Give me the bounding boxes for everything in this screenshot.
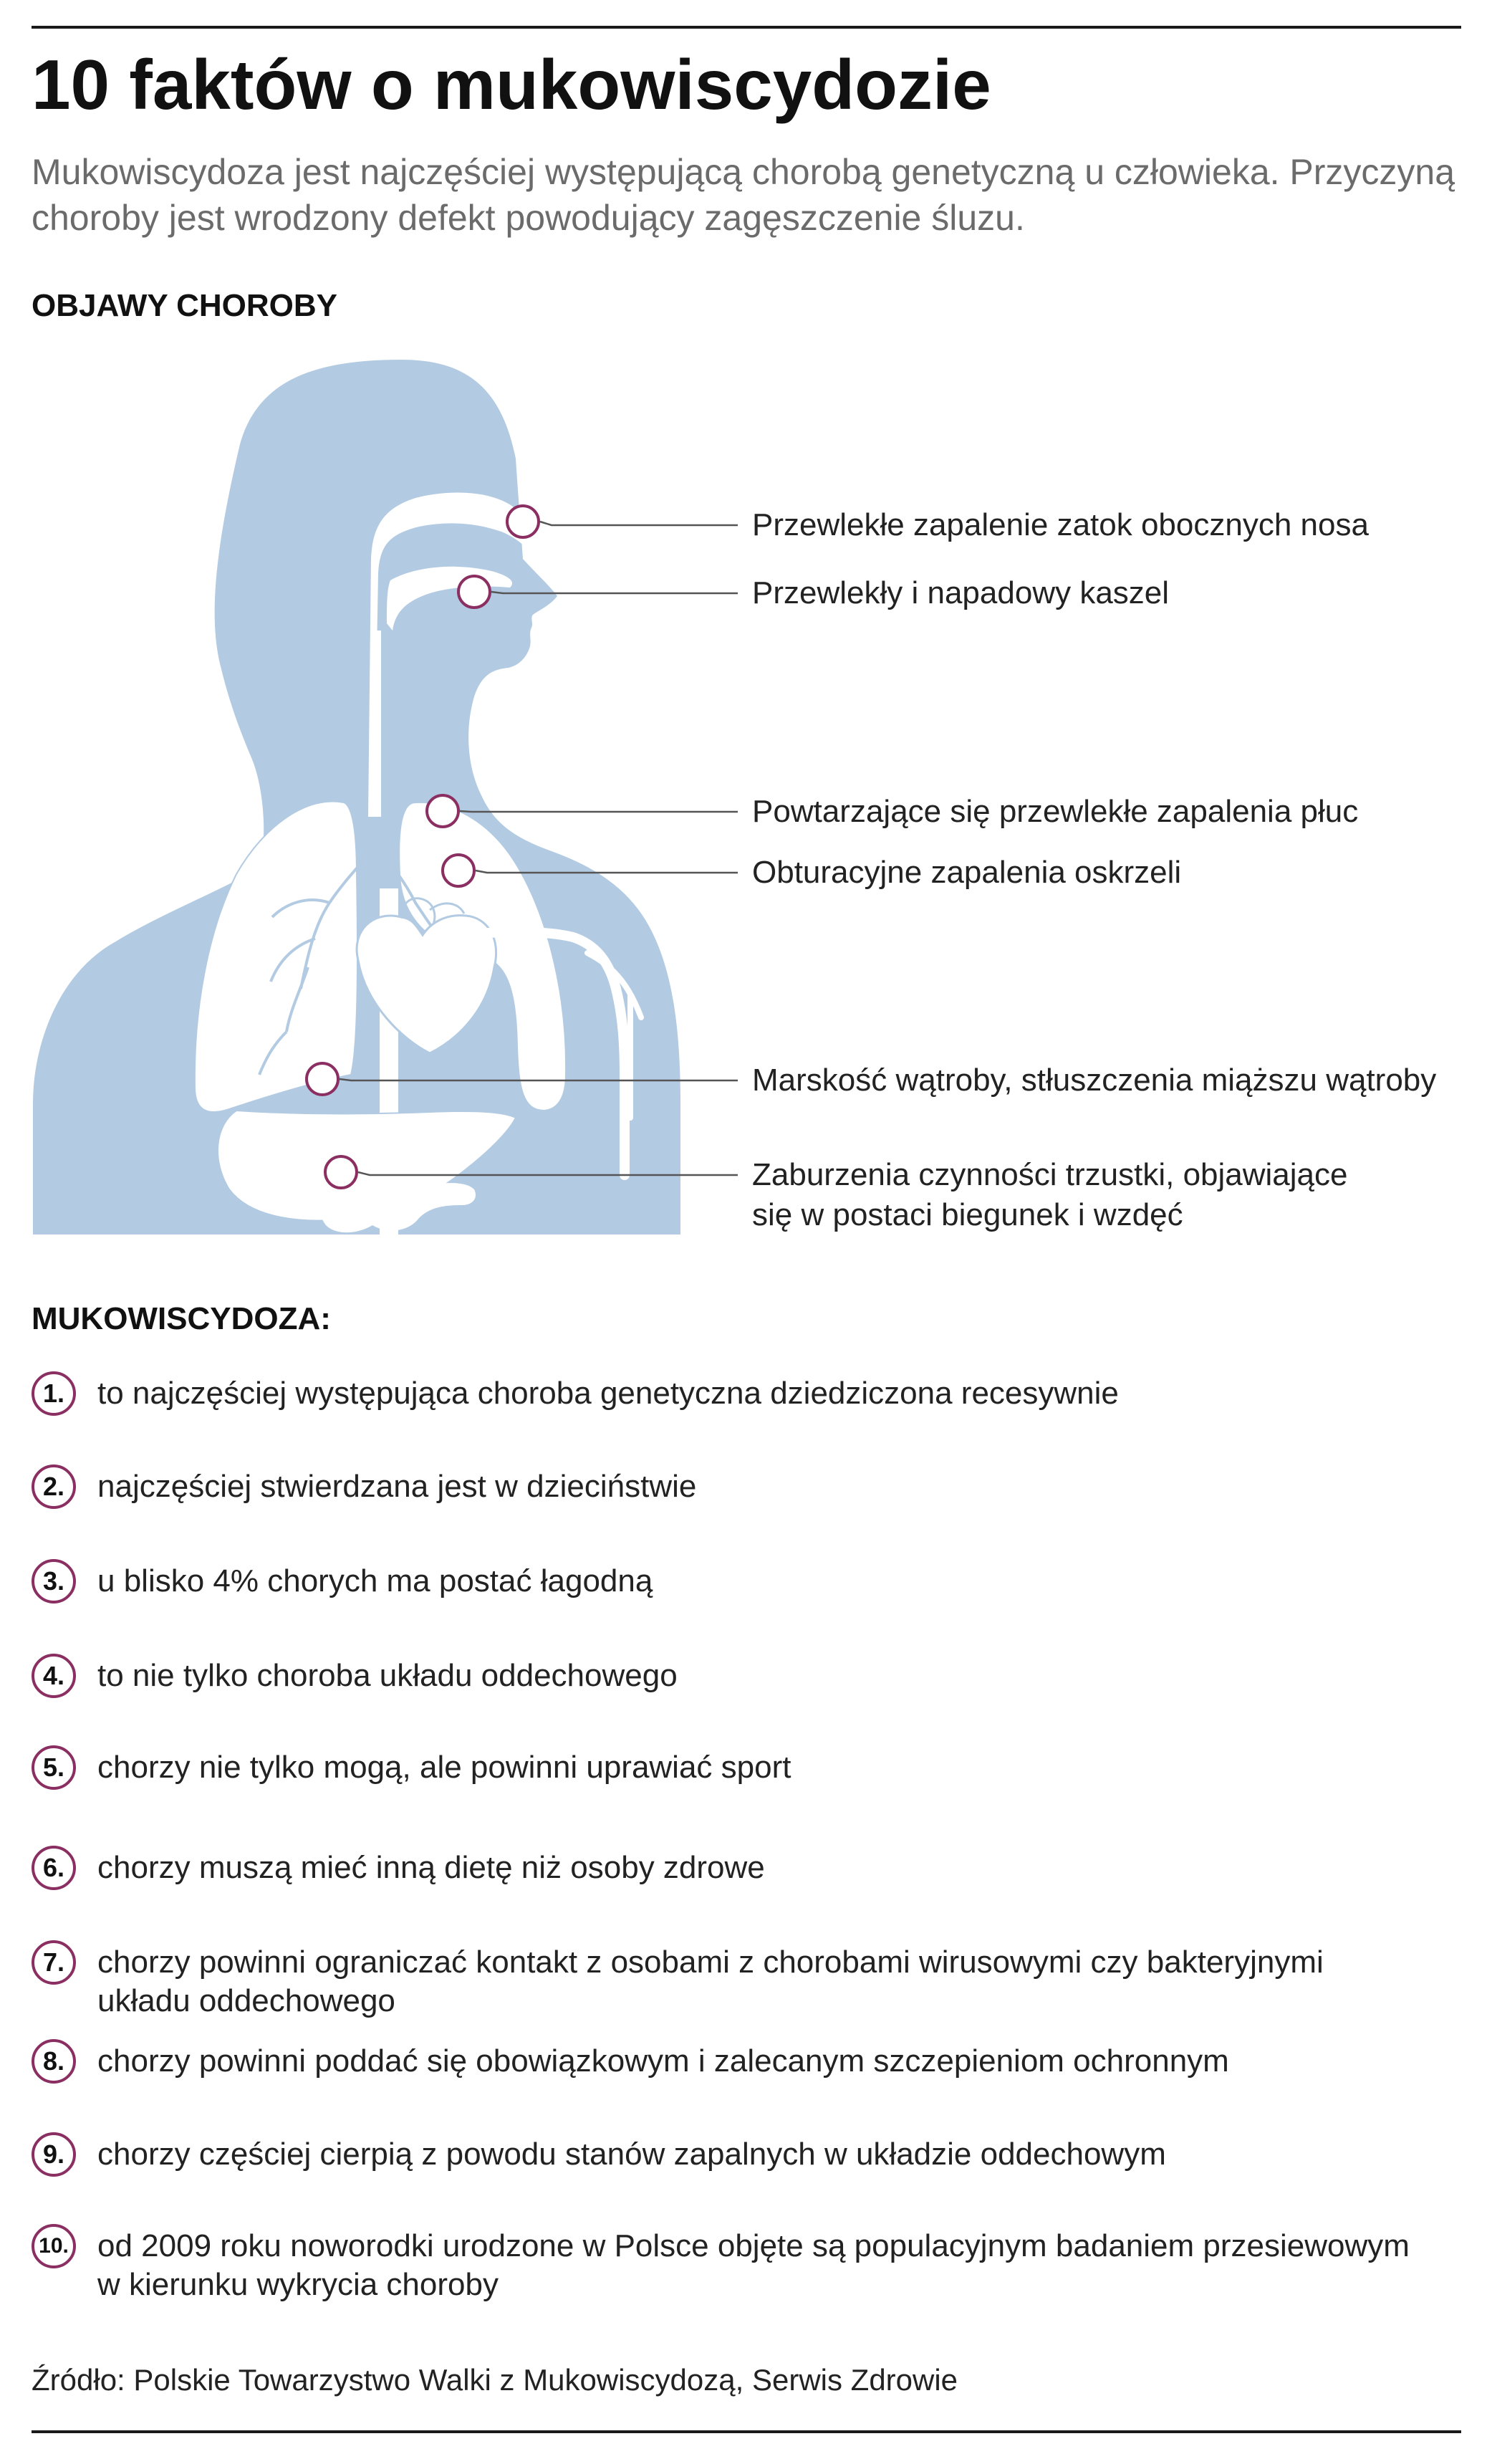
fact-number: 10. xyxy=(32,2224,76,2268)
fact-number: 1. xyxy=(32,1371,76,1416)
top-rule xyxy=(32,26,1461,29)
body-silhouette xyxy=(33,360,680,1235)
marker-pancreas xyxy=(325,1156,357,1188)
fact-text: chorzy powinni ograniczać kontakt z osobami z chorobami wirusowymi czy bakteryjnymi układu oddechowego xyxy=(97,1945,1324,2018)
fact-number: 2. xyxy=(32,1465,76,1509)
symptom-label-lungs: Powtarzające się przewlekłe zapalenia płuc xyxy=(752,794,1359,829)
symptom-label-liver: Marskość wątroby, stłuszczenia miąższu wątroby xyxy=(752,1063,1437,1098)
marker-lungs xyxy=(427,795,458,827)
fact-number: 6. xyxy=(32,1846,76,1890)
symptom-label-pancreas: Zaburzenia czynności trzustki, objawiające się w postaci biegunek i wzdęć xyxy=(752,1157,1348,1232)
fact-text: chorzy muszą mieć inną dietę niż osoby zdrowe xyxy=(97,1850,765,1885)
fact-text: to najczęściej występująca choroba genetyczna dziedziczona recesywnie xyxy=(97,1376,1119,1411)
symptoms-heading: OBJAWY CHOROBY xyxy=(32,288,338,323)
fact-number: 5. xyxy=(32,1745,76,1790)
fact-text: chorzy powinni poddać się obowiązkowym i zalecanym szczepieniom ochronnym xyxy=(97,2043,1229,2079)
fact-number: 8. xyxy=(32,2039,76,2084)
anatomy-diagram xyxy=(0,330,1492,1247)
trachea xyxy=(371,631,381,817)
symptom-label-throat: Przewlekły i napadowy kaszel xyxy=(752,575,1170,610)
source-note: Źródło: Polskie Towarzystwo Walki z Mukowiscydozą, Serwis Zdrowie xyxy=(32,2363,958,2397)
fact-number: 4. xyxy=(32,1654,76,1698)
marker-sinuses xyxy=(507,506,539,537)
fact-text: od 2009 roku noworodki urodzone w Polsce objęte są populacyjnym badaniem przesiewowym w kierunku wykrycia choroby xyxy=(97,2228,1410,2302)
marker-bronchi xyxy=(443,855,474,886)
fact-number: 3. xyxy=(32,1559,76,1603)
fact-number: 7. xyxy=(32,1940,76,1985)
left-lung xyxy=(195,801,357,1112)
fact-text: chorzy nie tylko mogą, ale powinni uprawiać sport xyxy=(97,1750,791,1785)
fact-number: 9. xyxy=(32,2132,76,2177)
leader-line-lungs xyxy=(460,811,738,812)
symptom-label-sinuses: Przewlekłe zapalenie zatok obocznych nosa xyxy=(752,507,1369,542)
fact-text: chorzy częściej cierpią z powodu stanów zapalnych w układzie oddechowym xyxy=(97,2137,1166,2172)
fact-text: u blisko 4% chorych ma postać łagodną xyxy=(97,1563,653,1598)
marker-throat xyxy=(458,576,490,608)
bottom-rule xyxy=(32,2430,1461,2433)
marker-liver xyxy=(307,1063,338,1095)
page-title: 10 faktów o mukowiscydozie xyxy=(32,45,991,124)
fact-text: najczęściej stwierdzana jest w dzieciństwie xyxy=(97,1469,697,1504)
leader-line-sinuses xyxy=(540,522,738,525)
subtitle: Mukowiscydoza jest najczęściej występującą chorobą genetyczną u człowieka. Przyczyną choroby jest wrodzony defekt powodujący zagęszczenie śluzu. xyxy=(32,152,1455,238)
facts-heading: MUKOWISCYDOZA: xyxy=(32,1301,331,1336)
fact-text: to nie tylko choroba układu oddechowego xyxy=(97,1658,678,1693)
symptom-label-bronchi: Obturacyjne zapalenia oskrzeli xyxy=(752,855,1182,890)
